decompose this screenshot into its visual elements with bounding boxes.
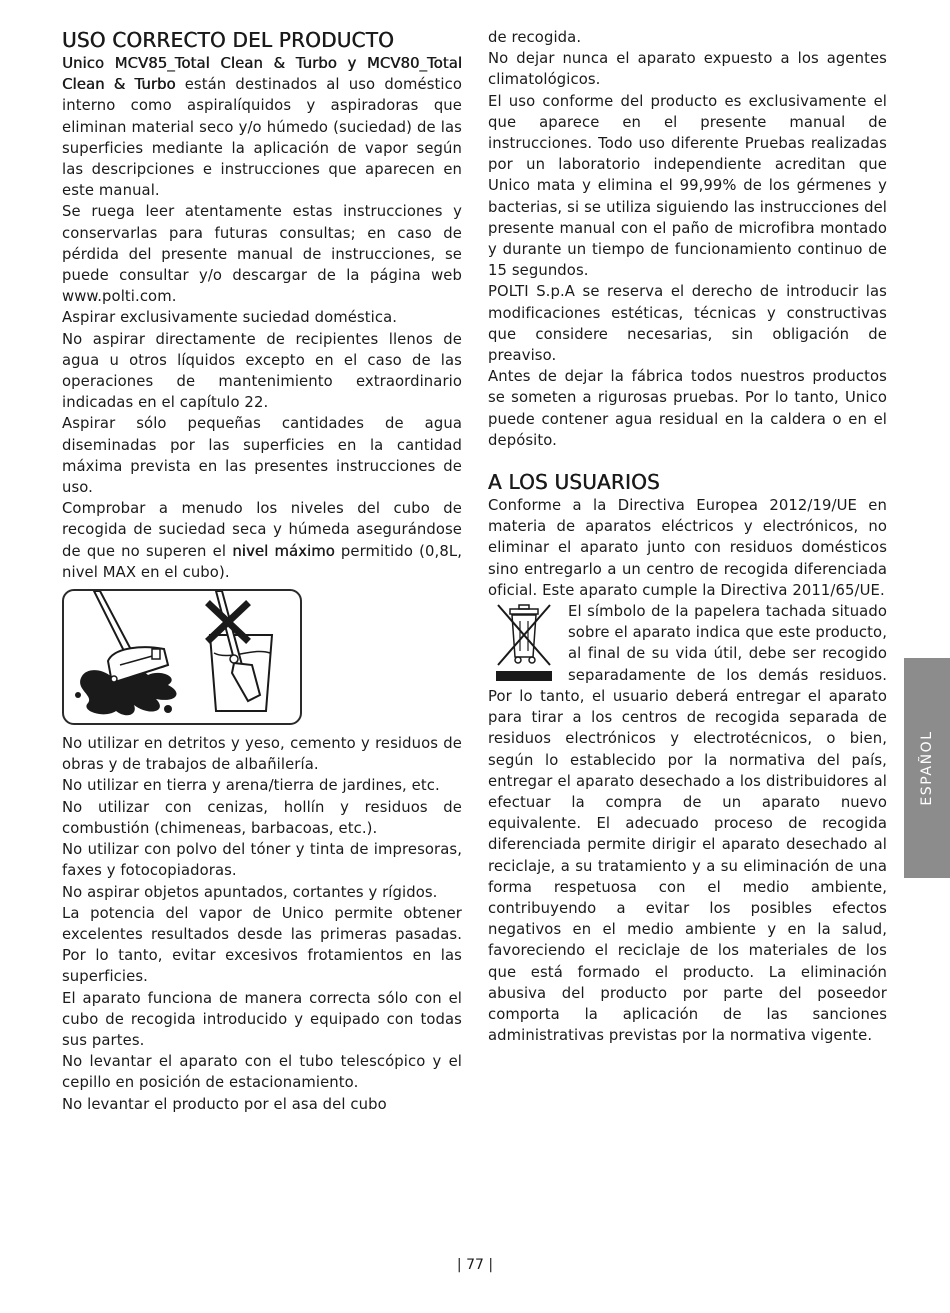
page-number: | 77 | xyxy=(456,1257,494,1273)
paragraph: No aspirar directamente de recipientes llenos de agua u otros líquidos excepto en el caso de las operaciones de mantenimiento extraordinario indicadas en el capítulo 22. xyxy=(62,330,462,412)
section-gap xyxy=(488,451,887,469)
section-title-uso-correcto: USO CORRECTO DEL PRODUCTO xyxy=(62,28,395,52)
paragraph: No utilizar con polvo del tóner y tinta de impresoras, faxes y fotocopiadoras. xyxy=(62,841,462,880)
paragraph: El uso conforme del producto es exclusivamente el que aparece en el presente manual de instrucciones. Todo uso diferente Pruebas realizadas por un laboratorio independiente acreditan que Unico mata y elimina el 99,99% de los gérmenes y bacterias, si se utiliza siguiendo las instrucciones del presente manual con el paño de microfibra montado y durante un tiempo de funcionamiento continuo de 15 segundos. xyxy=(488,92,887,280)
max-level-paragraph xyxy=(62,498,462,583)
paragraph: No utilizar en tierra y arena/tierra de jardines, etc. xyxy=(62,777,440,795)
intro-paragraph xyxy=(62,53,462,201)
paragraph: POLTI S.p.A se reserva el derecho de introducir las modificaciones estéticas, técnicas y constructivas que considere necesarias, sin obligación de preaviso. xyxy=(488,283,887,365)
paragraph: Antes de dejar la fábrica todos nuestros productos se someten a rigurosas pruebas. Por lo tanto, Unico puede contener agua residual en la caldera o en el depósito. xyxy=(488,368,887,449)
paragraph: de recogida. xyxy=(488,29,582,46)
paragraph: No levantar el aparato con el tubo telescópico y el cepillo en posición de estacionamiento. xyxy=(62,1053,462,1092)
paragraph: El aparato funciona de manera correcta sólo con el cubo de recogida introducido y equipado con todas sus partes. xyxy=(62,989,462,1049)
left-column xyxy=(62,27,462,1115)
intro-text: están destinados al uso doméstico interno como aspiralíquidos y aspiradoras que eliminan material seco y/o húmedo (suciedad) de las superficies mediante la aplicación de vapor según las descripciones e instrucciones que aparecen en este manual. xyxy=(62,76,462,200)
crossed-out-bin-icon xyxy=(492,603,556,685)
paragraph: Se ruega leer atentamente estas instrucciones y conservarlas para futuras consultas; en caso de pérdida del presente manual de instrucciones, se puede consultar y/o descargar de la página web www.polti.com. xyxy=(62,203,462,306)
no-liquid-container-illustration xyxy=(62,589,302,725)
paragraph: No aspirar objetos apuntados, cortantes y rígidos. xyxy=(62,883,438,901)
product-models: Unico MCV85_Total Clean & Turbo y MCV80_Total Clean & Turbo xyxy=(62,55,462,94)
language-tab xyxy=(904,658,950,878)
language-tab-label: ESPAÑOL xyxy=(919,730,935,806)
paragraph: No utilizar con cenizas, hollín y residuos de combustión (chimeneas, barbacoas, etc.). xyxy=(62,798,462,837)
paragraph: Conforme a la Directiva Europea 2012/19/UE en materia de aparatos eléctricos y electrónicos, no eliminar el aparato junto con residuos domésticos sino entregarlo a un centro de recogida diferenciada oficial. Este aparato cumple la Directiva 2011/65/UE. xyxy=(488,497,887,599)
paragraph: No dejar nunca el aparato expuesto a los agentes climatológicos. xyxy=(488,50,887,89)
paragraph: No utilizar en detritos y yeso, cemento y residuos de obras y de trabajos de albañilería. xyxy=(62,735,462,774)
vacuum-and-bucket-icon xyxy=(64,591,300,723)
max-level-text-a: Comprobar a menudo los niveles del cubo de recogida de suciedad seca y húmeda asegurándose de que no superen el xyxy=(62,500,462,560)
max-level-text-b: permitido (0,8L, nivel MAX en el cubo). xyxy=(62,542,462,581)
max-level-bold: nivel máximo xyxy=(232,542,335,560)
paragraph: La potencia del vapor de Unico permite obtener excelentes resultados desde las primeras pasadas. Por lo tanto, evitar excesivos frotamientos en las superficies. xyxy=(62,904,462,986)
weee-paragraph: El símbolo de la papelera tachada situado sobre el aparato indica que este producto, al final de su vida útil, debe ser recogido separadamente de los demás residuos. Por lo tanto, el usuario deberá entregar el aparato para tirar a los centros de recogida separada de residuos electrónicos y electrotécnicos, o bien, según lo establecido por la normativa del país, entregar el aparato desechado a los distribuidores al efectuar la compra de un aparato nuevo equivalente. El adecuado proceso de recogida diferenciada permite dirigir el aparato desechado al reciclaje, a su tratamiento y a su eliminación de una forma respetuosa con el medio ambiente, contribuyendo a evitar los posibles efectos negativos en el medio ambiente y en la salud, favoreciendo el reciclaje de los materiales de los que está formado el producto. La eliminación abusiva del producto por parte del poseedor comporta la aplicación de las sanciones administrativas previstas por la normativa vigente. xyxy=(488,603,887,1045)
section-title-usuarios: A LOS USUARIOS xyxy=(488,470,660,495)
paragraph: Aspirar exclusivamente suciedad doméstica. xyxy=(62,309,398,327)
paragraph: Aspirar sólo pequeñas cantidades de agua diseminadas por las superficies en la cantidad máxima prevista en las presentes instrucciones de uso. xyxy=(62,415,462,497)
paragraph: No levantar el producto por el asa del cubo xyxy=(62,1095,387,1113)
right-column xyxy=(488,27,887,1046)
